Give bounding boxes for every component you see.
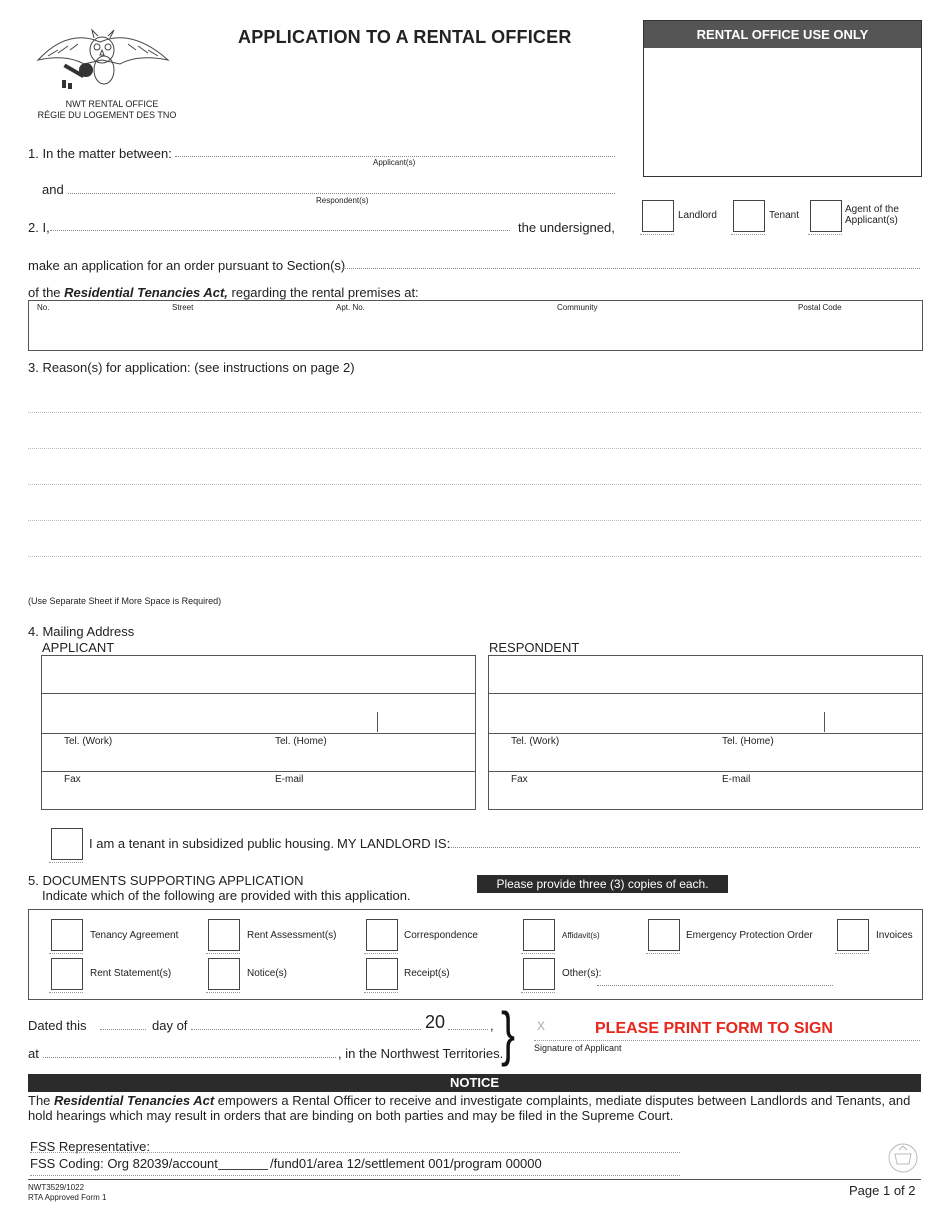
curly-brace: }	[501, 1000, 516, 1067]
doc-invoices-label: Invoices	[876, 930, 913, 941]
applicant-email: E-mail	[275, 774, 304, 785]
year-prefix: 20	[425, 1012, 446, 1032]
doc-emergency-order-checkbox[interactable]	[648, 919, 680, 951]
doc-notice-label: Notice(s)	[247, 968, 288, 979]
respondent-caption: Respondent(s)	[316, 196, 369, 205]
dated-this-label: Dated this	[28, 1018, 87, 1033]
fss-coding-prefix: FSS Coding: Org 82039/account	[30, 1156, 218, 1171]
doc-tenancy-agreement-checkbox[interactable]	[51, 919, 83, 951]
applicant-name-field[interactable]	[175, 140, 619, 158]
col-community: Community	[557, 303, 598, 312]
fss-representative-field[interactable]	[150, 1136, 684, 1154]
col-street: Street	[172, 303, 194, 312]
role-tenant-label: Tenant	[769, 210, 800, 221]
landlord-name-field[interactable]	[449, 831, 924, 849]
role-landlord-checkbox[interactable]	[642, 200, 674, 232]
landlord-is-label: MY LANDLORD IS:	[337, 836, 451, 851]
doc-other-field[interactable]	[597, 969, 837, 987]
owl-key-emblem-icon	[28, 20, 178, 98]
doc-tenancy-agreement-label: Tenancy Agreement	[90, 930, 179, 941]
location-field[interactable]	[43, 1041, 340, 1059]
premises-box[interactable]	[28, 300, 923, 351]
premises-label: of the Residential Tenancies Act, regarding the rental premises at:	[28, 285, 419, 300]
doc-affidavit-checkbox[interactable]	[523, 919, 555, 951]
applicant-heading: APPLICANT	[42, 640, 115, 655]
applicant-fax: Fax	[64, 774, 81, 785]
doc-correspondence-checkbox[interactable]	[366, 919, 398, 951]
make-application-label: make an application for an order pursuant to Section(s)	[28, 258, 346, 273]
doc-rent-statement-label: Rent Statement(s)	[90, 968, 172, 979]
notice-body: The Residential Tenancies Act empowers a Rental Officer to receive and investigate complaints, mediate disputes between Landlords and Tenants, and hold hearings which may result in orders that are binding on both parties and may be filed in the Supreme Court.	[28, 1093, 911, 1123]
year-comma: ,	[490, 1018, 494, 1033]
page-number: Page 1 of 2	[849, 1183, 916, 1198]
signature-x-mark: X	[537, 1019, 546, 1033]
year-field[interactable]	[448, 1013, 492, 1031]
applicant-caption: Applicant(s)	[373, 158, 416, 167]
fss-account-field[interactable]	[218, 1153, 272, 1171]
logo-text-fr: RÉGIE DU LOGEMENT DES TNO	[37, 110, 177, 120]
respondent-tel-home: Tel. (Home)	[722, 736, 774, 747]
doc-affidavit-label: Affidavit(s)	[562, 931, 600, 940]
respondent-fax: Fax	[511, 774, 528, 785]
section4-label: 4. Mailing Address	[28, 624, 135, 639]
office-use-box	[643, 20, 922, 177]
doc-receipt-checkbox[interactable]	[366, 958, 398, 990]
day-of-label: day of	[152, 1018, 188, 1033]
fss-representative-label: FSS Representative:	[30, 1139, 150, 1154]
doc-emergency-order-label: Emergency Protection Order	[686, 930, 813, 941]
section3-label: 3. Reason(s) for application: (see instructions on page 2)	[28, 360, 355, 375]
doc-other-checkbox[interactable]	[523, 958, 555, 990]
doc-rent-assessment-label: Rent Assessment(s)	[247, 930, 337, 941]
office-use-header: RENTAL OFFICE USE ONLY	[644, 21, 921, 48]
doc-notice-checkbox[interactable]	[208, 958, 240, 990]
signature-caption: Signature of Applicant	[534, 1043, 622, 1053]
sections-field[interactable]	[342, 252, 924, 270]
doc-other-label: Other(s):	[562, 968, 602, 979]
page-title: APPLICATION TO A RENTAL OFFICER	[238, 27, 572, 47]
col-apt: Apt. No.	[336, 303, 365, 312]
applicant-i-field[interactable]	[50, 214, 514, 232]
role-agent-label: Agent of the Applicant(s)	[845, 204, 899, 226]
logo-text-en: NWT RENTAL OFFICE	[65, 99, 159, 109]
day-field[interactable]	[100, 1013, 150, 1031]
and-label: and	[42, 182, 64, 197]
doc-correspondence-label: Correspondence	[404, 930, 478, 941]
respondent-tel-work: Tel. (Work)	[511, 736, 560, 747]
role-agent-checkbox[interactable]	[810, 200, 842, 232]
section5-label: 5. DOCUMENTS SUPPORTING APPLICATION	[28, 873, 304, 888]
notice-act-name: Residential Tenancies Act	[54, 1093, 215, 1108]
at-label: at	[28, 1046, 39, 1061]
notice-header: NOTICE	[28, 1074, 921, 1092]
subsidized-housing-label: I am a tenant in subsidized public housing.	[89, 836, 334, 851]
print-notice: PLEASE PRINT FORM TO SIGN	[595, 1020, 833, 1037]
form-approved: RTA Approved Form 1	[28, 1193, 107, 1202]
col-no: No.	[37, 303, 50, 312]
applicant-tel-work: Tel. (Work)	[64, 736, 113, 747]
respondent-address-box[interactable]	[488, 655, 923, 810]
month-field[interactable]	[191, 1013, 425, 1031]
rental-office-logo	[28, 20, 178, 120]
applicant-tel-home: Tel. (Home)	[275, 736, 327, 747]
nwt-seal-icon	[885, 1140, 921, 1176]
section5-sub: Indicate which of the following are provided with this application.	[42, 888, 411, 903]
undersigned-label: the undersigned,	[518, 220, 615, 235]
subsidized-housing-checkbox[interactable]	[51, 828, 83, 860]
doc-rent-assessment-checkbox[interactable]	[208, 919, 240, 951]
separate-sheet-note: (Use Separate Sheet if More Space is Required)	[28, 596, 222, 606]
col-postal: Postal Code	[798, 303, 842, 312]
respondent-email: E-mail	[722, 774, 751, 785]
section2-label: 2. I,	[28, 220, 50, 235]
applicant-address-box[interactable]	[41, 655, 476, 810]
territories-label: , in the Northwest Territories.	[338, 1046, 504, 1061]
doc-receipt-label: Receipt(s)	[404, 968, 450, 979]
respondent-name-field[interactable]	[68, 177, 619, 195]
signature-line[interactable]	[534, 1012, 920, 1040]
role-landlord-label: Landlord	[678, 210, 717, 221]
doc-rent-statement-checkbox[interactable]	[51, 958, 83, 990]
doc-invoices-checkbox[interactable]	[837, 919, 869, 951]
reasons-field[interactable]	[28, 380, 925, 574]
form-number: NWT3529/1022	[28, 1183, 85, 1192]
fss-coding-suffix: /fund01/area 12/settlement 001/program 00000	[270, 1156, 542, 1171]
section1-label: 1. In the matter between:	[28, 146, 172, 161]
act-name: Residential Tenancies Act,	[64, 285, 228, 300]
copies-banner: Please provide three (3) copies of each.	[477, 875, 728, 893]
respondent-heading: RESPONDENT	[489, 640, 580, 655]
role-tenant-checkbox[interactable]	[733, 200, 765, 232]
